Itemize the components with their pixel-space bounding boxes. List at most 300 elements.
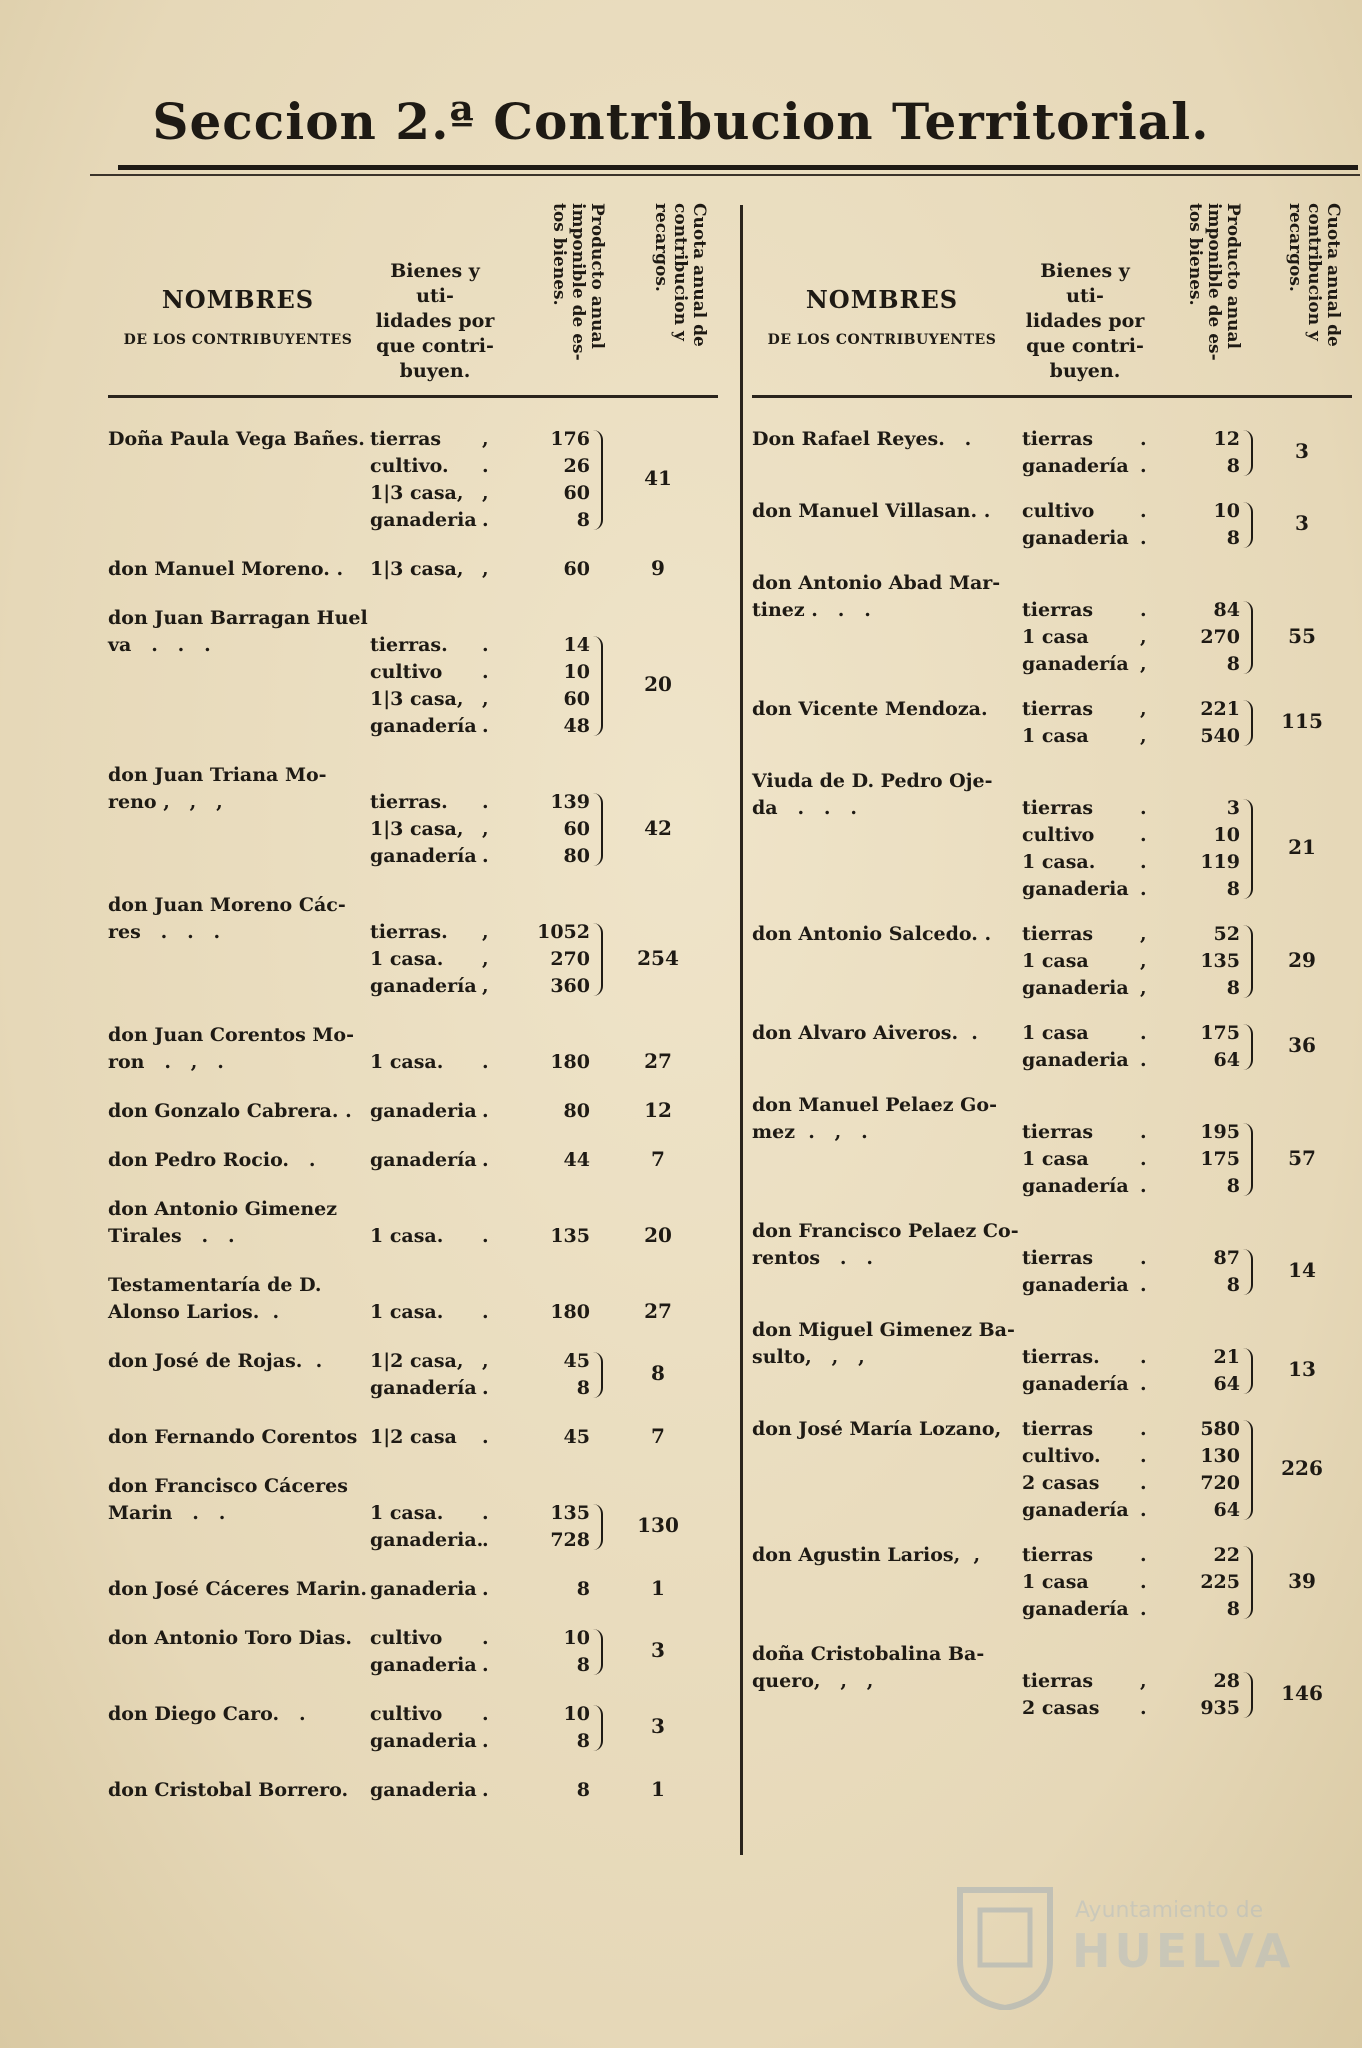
asset-item bbox=[1022, 1119, 1240, 1146]
asset-item bbox=[370, 1196, 590, 1223]
leader-mark: . bbox=[1140, 1373, 1147, 1395]
contributor-name: don José María Lozano, bbox=[752, 1418, 1002, 1440]
leader-mark: . bbox=[1140, 1544, 1147, 1566]
asset-label: 1 casa. bbox=[370, 948, 444, 970]
asset-label: 1|2 casa, bbox=[370, 1350, 464, 1372]
asset-label: 1 casa bbox=[1022, 1148, 1089, 1170]
leader-mark: . bbox=[1140, 527, 1147, 549]
contributor-name: don Juan Moreno Các- res . . . bbox=[108, 894, 346, 943]
asset-list bbox=[370, 1777, 590, 1804]
asset-label: ganadería bbox=[370, 1377, 477, 1399]
contributor-name: don Antonio Abad Mar- tinez . . . bbox=[752, 572, 1001, 621]
watermark bbox=[950, 1880, 1350, 2010]
asset-label: tierras bbox=[1022, 923, 1094, 945]
asset-item bbox=[1022, 975, 1240, 1002]
table-row bbox=[752, 1218, 1352, 1299]
asset-value: 180 bbox=[550, 1301, 590, 1323]
asset-item bbox=[1022, 1092, 1240, 1119]
asset-value: 10 bbox=[1213, 500, 1240, 522]
leader-mark: . bbox=[1140, 1274, 1147, 1296]
brace-mark bbox=[1243, 1249, 1253, 1295]
asset-label: 2 casas bbox=[1022, 1472, 1100, 1494]
brace-mark bbox=[1243, 1672, 1253, 1718]
cuota-value: 7 bbox=[651, 1146, 665, 1171]
asset-list bbox=[1022, 426, 1240, 480]
table-row bbox=[752, 1317, 1352, 1398]
asset-list bbox=[1022, 498, 1240, 552]
asset-list bbox=[370, 1196, 590, 1250]
asset-value: 720 bbox=[1200, 1472, 1240, 1494]
table-row bbox=[752, 1641, 1352, 1722]
asset-item bbox=[1022, 570, 1240, 597]
asset-item bbox=[1022, 1245, 1240, 1272]
title-rule bbox=[118, 165, 1358, 170]
asset-label: 1 casa bbox=[1022, 1022, 1089, 1044]
asset-value: 21 bbox=[1213, 1346, 1240, 1368]
asset-label: ganadería bbox=[370, 975, 477, 997]
asset-value: 60 bbox=[563, 688, 590, 710]
asset-label: ganadería bbox=[370, 715, 477, 737]
leader-mark: . bbox=[482, 1149, 489, 1171]
asset-value: 60 bbox=[563, 818, 590, 840]
asset-label: 1 casa bbox=[1022, 950, 1089, 972]
leader-mark: . bbox=[1140, 455, 1147, 477]
asset-label: ganaderia bbox=[1022, 527, 1129, 549]
asset-item bbox=[1022, 1569, 1240, 1596]
leader-mark: , bbox=[482, 482, 489, 504]
leader-mark: . bbox=[482, 509, 489, 531]
header-names-title: NOMBRES bbox=[805, 285, 959, 314]
asset-label: 1|3 casa, bbox=[370, 558, 464, 580]
asset-label: 1 casa. bbox=[370, 1502, 444, 1524]
leader-mark: . bbox=[1140, 1247, 1147, 1269]
asset-value: 8 bbox=[576, 509, 590, 531]
asset-list bbox=[1022, 1641, 1240, 1722]
table-row bbox=[752, 426, 1352, 480]
asset-list bbox=[1022, 768, 1240, 903]
asset-value: 935 bbox=[1200, 1697, 1240, 1719]
asset-label: tierras bbox=[1022, 599, 1094, 621]
table-row bbox=[108, 1147, 718, 1174]
asset-item bbox=[370, 1223, 590, 1250]
asset-item bbox=[370, 946, 590, 973]
asset-item bbox=[370, 919, 590, 946]
contributor-name: don Gonzalo Cabrera. . bbox=[108, 1100, 352, 1122]
asset-value: 64 bbox=[1213, 1499, 1240, 1521]
contributor-name: don Antonio Toro Dias. bbox=[108, 1627, 352, 1649]
cuota-value: 36 bbox=[1288, 1033, 1316, 1057]
asset-label: 1 casa. bbox=[370, 1301, 444, 1323]
table-row bbox=[108, 1473, 718, 1554]
table-row bbox=[108, 1348, 718, 1402]
asset-list bbox=[370, 1424, 590, 1451]
asset-value: 135 bbox=[1200, 950, 1240, 972]
asset-label: 1|3 casa, bbox=[370, 688, 464, 710]
table-row bbox=[752, 1092, 1352, 1200]
asset-label: tierras. bbox=[370, 921, 448, 943]
asset-label: cultivo bbox=[370, 1703, 443, 1725]
asset-item bbox=[1022, 1542, 1240, 1569]
asset-list bbox=[1022, 1092, 1240, 1200]
contributor-name: don Cristobal Borrero. bbox=[108, 1779, 349, 1801]
asset-item bbox=[1022, 1371, 1240, 1398]
contributor-name: don Juan Barragan Huel va . . . bbox=[108, 607, 368, 656]
asset-value: 8 bbox=[1226, 1175, 1240, 1197]
asset-label: ganaderia bbox=[1022, 1274, 1129, 1296]
table-row bbox=[108, 1625, 718, 1679]
brace-mark bbox=[1243, 601, 1253, 674]
leader-mark: . bbox=[482, 1377, 489, 1399]
asset-item bbox=[370, 1701, 590, 1728]
asset-label: ganadería bbox=[1022, 1373, 1129, 1395]
asset-item bbox=[1022, 1443, 1240, 1470]
asset-list bbox=[370, 605, 590, 740]
asset-value: 270 bbox=[1200, 626, 1240, 648]
asset-item bbox=[370, 426, 590, 453]
asset-label: 1 casa. bbox=[370, 1225, 444, 1247]
leader-mark: . bbox=[482, 1100, 489, 1122]
asset-item bbox=[1022, 1047, 1240, 1074]
leader-mark: . bbox=[1140, 1472, 1147, 1494]
asset-value: 64 bbox=[1213, 1049, 1240, 1071]
leader-mark: . bbox=[1140, 1445, 1147, 1467]
brace-mark bbox=[593, 430, 603, 530]
contributor-name: don Fernando Corentos bbox=[108, 1426, 358, 1448]
asset-value: 360 bbox=[550, 975, 590, 997]
asset-label: ganadería bbox=[370, 845, 477, 867]
brace-mark bbox=[1243, 430, 1253, 476]
cuota-value: 1 bbox=[651, 1776, 665, 1801]
leader-mark: . bbox=[482, 1703, 489, 1725]
leader-mark: . bbox=[482, 1654, 489, 1676]
contributor-name: Testamentaría de D. Alonso Larios. . bbox=[108, 1274, 322, 1323]
cuota-value: 8 bbox=[651, 1361, 665, 1385]
leader-mark: , bbox=[1140, 725, 1147, 747]
contributor-name: don Francisco Pelaez Co- rentos . . bbox=[752, 1220, 1019, 1269]
asset-item bbox=[1022, 1317, 1240, 1344]
asset-value: 135 bbox=[550, 1502, 590, 1524]
asset-label: 1 casa. bbox=[1022, 851, 1096, 873]
asset-list bbox=[370, 762, 590, 870]
asset-item bbox=[1022, 498, 1240, 525]
leader-mark: . bbox=[1140, 1598, 1147, 1620]
asset-label: ganadería bbox=[1022, 455, 1129, 477]
asset-label: tierras bbox=[1022, 1247, 1094, 1269]
asset-list bbox=[1022, 1542, 1240, 1623]
leader-mark: . bbox=[1140, 1499, 1147, 1521]
asset-item bbox=[1022, 1695, 1240, 1722]
asset-label: tierras bbox=[1022, 698, 1094, 720]
header-bienes: Bienes y uti- lidades por que contri- buyen. bbox=[1025, 260, 1145, 382]
asset-value: 60 bbox=[563, 482, 590, 504]
left-column bbox=[108, 195, 718, 1826]
asset-item bbox=[1022, 1173, 1240, 1200]
cuota-value: 115 bbox=[1281, 709, 1323, 733]
leader-mark: . bbox=[1140, 1175, 1147, 1197]
header-cuota: Cuota anual de contribucion y recargos. bbox=[1285, 203, 1343, 347]
cuota-value: 42 bbox=[644, 815, 672, 840]
header-producto: Producto anual imponible de es- tos bienes. bbox=[1185, 203, 1243, 361]
right-column bbox=[752, 195, 1352, 1740]
asset-list bbox=[1022, 921, 1240, 1002]
asset-item bbox=[370, 789, 590, 816]
leader-mark: . bbox=[1140, 599, 1147, 621]
cuota-value: 57 bbox=[1288, 1145, 1316, 1170]
asset-value: 8 bbox=[1226, 653, 1240, 675]
cuota-value: 254 bbox=[637, 945, 679, 970]
leader-mark: . bbox=[1140, 1418, 1147, 1440]
header-producto: Producto anual imponible de es- tos bienes. bbox=[549, 203, 607, 361]
asset-label: ganaderia bbox=[370, 509, 477, 531]
asset-value: 10 bbox=[563, 661, 590, 683]
asset-label: ganaderia bbox=[370, 1654, 477, 1676]
asset-label: 1 casa bbox=[1022, 626, 1089, 648]
asset-label: 1 casa. bbox=[370, 1051, 444, 1073]
asset-label: 2 casas bbox=[1022, 1697, 1100, 1719]
header-cuota: Cuota anual de contribucion y recargos. bbox=[651, 203, 709, 347]
asset-label: ganadería bbox=[1022, 1175, 1129, 1197]
brace-mark bbox=[1243, 700, 1253, 746]
brace-mark bbox=[593, 793, 603, 866]
asset-label: ganaderia bbox=[370, 1100, 477, 1122]
table-row bbox=[752, 1542, 1352, 1623]
leader-mark: . bbox=[1140, 797, 1147, 819]
leader-mark: , bbox=[1140, 923, 1147, 945]
brace-mark bbox=[593, 1629, 603, 1675]
asset-list bbox=[370, 1701, 590, 1755]
brace-mark bbox=[1243, 1024, 1253, 1070]
asset-value: 14 bbox=[563, 634, 590, 656]
asset-value: 8 bbox=[1226, 455, 1240, 477]
leader-mark: . bbox=[482, 1779, 489, 1801]
asset-item bbox=[370, 1777, 590, 1804]
asset-label: tierras. bbox=[370, 791, 448, 813]
contributor-name: don José Cáceres Marin. bbox=[108, 1578, 367, 1600]
cuota-value: 20 bbox=[644, 672, 672, 696]
asset-value: 48 bbox=[563, 715, 590, 737]
right-header bbox=[752, 195, 1352, 398]
asset-item bbox=[370, 1527, 590, 1554]
leader-mark: . bbox=[1140, 428, 1147, 450]
asset-value: 119 bbox=[1200, 851, 1240, 873]
page-title: Seccion 2.ª Contribucion Territorial. bbox=[152, 92, 1210, 151]
cuota-value: 7 bbox=[651, 1423, 665, 1448]
leader-mark: . bbox=[1140, 1049, 1147, 1071]
asset-label: tierras. bbox=[370, 634, 448, 656]
table-row bbox=[108, 1424, 718, 1451]
table-row bbox=[752, 570, 1352, 678]
asset-value: 1052 bbox=[537, 921, 590, 943]
asset-item bbox=[370, 686, 590, 713]
contributor-name: don Juan Corentos Mo- ron . , . bbox=[108, 1024, 354, 1073]
title-rule-thin bbox=[90, 174, 1360, 176]
asset-item bbox=[1022, 1344, 1240, 1371]
brace-mark bbox=[1243, 1348, 1253, 1394]
asset-value: 221 bbox=[1200, 698, 1240, 720]
table-row bbox=[108, 762, 718, 870]
asset-item bbox=[1022, 1146, 1240, 1173]
table-row bbox=[752, 696, 1352, 750]
asset-list bbox=[370, 426, 590, 534]
asset-item bbox=[370, 1098, 590, 1125]
asset-list bbox=[370, 1098, 590, 1125]
asset-value: 135 bbox=[550, 1225, 590, 1247]
asset-label: ganaderia bbox=[1022, 1049, 1129, 1071]
asset-list bbox=[370, 1022, 590, 1076]
leader-mark: . bbox=[1140, 824, 1147, 846]
table-row bbox=[108, 1576, 718, 1603]
leader-mark: . bbox=[1140, 1148, 1147, 1170]
leader-mark: , bbox=[1140, 626, 1147, 648]
asset-value: 8 bbox=[576, 1578, 590, 1600]
brace-mark bbox=[1243, 799, 1253, 899]
asset-label: 1|3 casa, bbox=[370, 818, 464, 840]
asset-list bbox=[370, 1576, 590, 1603]
asset-label: cultivo. bbox=[1022, 1445, 1101, 1467]
contributor-name: don Manuel Villasan. . bbox=[752, 500, 991, 522]
asset-label: 1|3 casa, bbox=[370, 482, 464, 504]
leader-mark: . bbox=[1140, 1121, 1147, 1143]
asset-item bbox=[1022, 849, 1240, 876]
asset-label: ganaderia bbox=[370, 1779, 477, 1801]
asset-item bbox=[370, 480, 590, 507]
asset-value: 8 bbox=[1226, 1598, 1240, 1620]
contributor-name: don Manuel Moreno. . bbox=[108, 558, 344, 580]
contributor-name: don Vicente Mendoza. bbox=[752, 698, 988, 720]
contributor-name: Doña Paula Vega Bañes. bbox=[108, 428, 365, 450]
table-row bbox=[108, 1777, 718, 1804]
asset-label: ganadería bbox=[1022, 653, 1129, 675]
table-row bbox=[752, 1020, 1352, 1074]
contributor-name: don Agustin Larios, , bbox=[752, 1544, 981, 1566]
asset-item bbox=[1022, 723, 1240, 750]
asset-item bbox=[1022, 822, 1240, 849]
table-row bbox=[108, 426, 718, 534]
asset-label: tierras bbox=[1022, 1670, 1094, 1692]
asset-value: 52 bbox=[1213, 923, 1240, 945]
asset-value: 8 bbox=[576, 1730, 590, 1752]
brace-mark bbox=[593, 1504, 603, 1550]
contributor-name: don Miguel Gimenez Ba- sulto, , , bbox=[752, 1319, 1015, 1368]
leader-mark: . bbox=[482, 1578, 489, 1600]
cuota-value: 3 bbox=[1295, 439, 1309, 463]
asset-value: 225 bbox=[1200, 1571, 1240, 1593]
asset-item bbox=[370, 507, 590, 534]
cuota-value: 14 bbox=[1288, 1258, 1316, 1282]
asset-item bbox=[1022, 795, 1240, 822]
asset-item bbox=[370, 1500, 590, 1527]
right-rows bbox=[752, 398, 1352, 1740]
header-names-sub: DE LOS CONTRIBUYENTES bbox=[123, 332, 353, 348]
asset-label: tierras bbox=[1022, 428, 1094, 450]
asset-item bbox=[370, 659, 590, 686]
left-header bbox=[108, 195, 718, 398]
leader-mark: . bbox=[482, 1529, 489, 1551]
asset-value: 139 bbox=[550, 791, 590, 813]
table-row bbox=[108, 605, 718, 740]
leader-mark: , bbox=[1140, 653, 1147, 675]
asset-item bbox=[1022, 426, 1240, 453]
asset-label: tierras bbox=[1022, 1121, 1094, 1143]
leader-mark: . bbox=[482, 791, 489, 813]
asset-value: 8 bbox=[576, 1654, 590, 1676]
brace-mark bbox=[593, 1705, 603, 1751]
asset-item bbox=[1022, 768, 1240, 795]
asset-item bbox=[370, 1728, 590, 1755]
cuota-value: 146 bbox=[1281, 1681, 1323, 1705]
asset-value: 45 bbox=[563, 1426, 590, 1448]
leader-mark: . bbox=[482, 1051, 489, 1073]
asset-list bbox=[1022, 570, 1240, 678]
table-row bbox=[108, 1272, 718, 1326]
asset-list bbox=[370, 1147, 590, 1174]
asset-value: 580 bbox=[1200, 1418, 1240, 1440]
asset-item bbox=[370, 713, 590, 740]
asset-item bbox=[1022, 453, 1240, 480]
asset-item bbox=[1022, 1470, 1240, 1497]
asset-item bbox=[1022, 876, 1240, 903]
asset-label: cultivo bbox=[1022, 824, 1095, 846]
cuota-value: 21 bbox=[1288, 835, 1316, 859]
asset-value: 44 bbox=[563, 1149, 590, 1171]
asset-list bbox=[1022, 1416, 1240, 1524]
asset-label: cultivo bbox=[370, 1627, 443, 1649]
cuota-value: 9 bbox=[651, 555, 665, 580]
asset-item bbox=[1022, 1272, 1240, 1299]
asset-value: 10 bbox=[563, 1627, 590, 1649]
asset-item bbox=[1022, 696, 1240, 723]
asset-label: ganaderia bbox=[1022, 977, 1129, 999]
asset-label: tierras. bbox=[1022, 1346, 1100, 1368]
asset-label: tierras bbox=[1022, 1544, 1094, 1566]
asset-value: 195 bbox=[1200, 1121, 1240, 1143]
asset-item bbox=[370, 973, 590, 1000]
leader-mark: . bbox=[482, 1225, 489, 1247]
table-row bbox=[108, 1701, 718, 1755]
cuota-value: 3 bbox=[651, 1638, 665, 1662]
asset-item bbox=[1022, 1497, 1240, 1524]
asset-value: 64 bbox=[1213, 1373, 1240, 1395]
asset-label: tierras bbox=[1022, 1418, 1094, 1440]
leader-mark: . bbox=[1140, 1571, 1147, 1593]
asset-item bbox=[370, 843, 590, 870]
asset-value: 8 bbox=[1226, 527, 1240, 549]
asset-item bbox=[370, 892, 590, 919]
asset-value: 176 bbox=[550, 428, 590, 450]
asset-value: 8 bbox=[1226, 878, 1240, 900]
brace-mark bbox=[593, 636, 603, 736]
asset-list bbox=[1022, 1020, 1240, 1074]
asset-label: cultivo bbox=[370, 661, 443, 683]
cuota-value: 1 bbox=[651, 1575, 665, 1600]
leader-mark: , bbox=[482, 428, 489, 450]
asset-list bbox=[370, 1348, 590, 1402]
asset-item bbox=[370, 762, 590, 789]
table-row bbox=[108, 892, 718, 1000]
asset-item bbox=[370, 632, 590, 659]
leader-mark: . bbox=[482, 1730, 489, 1752]
leader-mark: . bbox=[1140, 878, 1147, 900]
header-names bbox=[752, 285, 1012, 348]
asset-item bbox=[1022, 948, 1240, 975]
asset-value: 60 bbox=[563, 558, 590, 580]
asset-label: tierras bbox=[1022, 797, 1094, 819]
leader-mark: . bbox=[482, 1502, 489, 1524]
asset-item bbox=[1022, 1020, 1240, 1047]
asset-label: ganadería bbox=[1022, 1598, 1129, 1620]
leader-mark: . bbox=[1140, 1022, 1147, 1044]
leader-mark: , bbox=[1140, 1670, 1147, 1692]
